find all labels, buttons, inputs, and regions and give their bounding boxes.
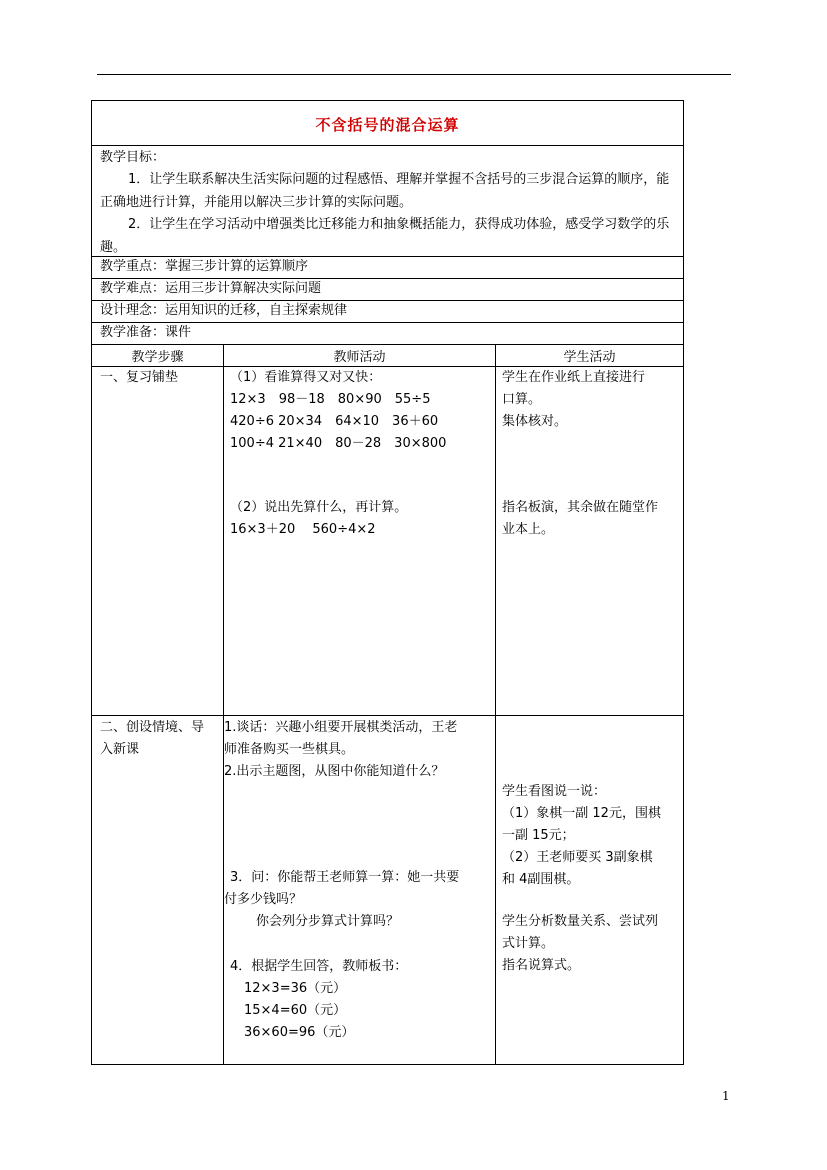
exercise-row: 420÷6 20×34 64×10 36＋60	[230, 414, 439, 429]
page-number: 1	[722, 1089, 730, 1103]
column-header-teacher: 教师活动	[333, 350, 386, 365]
row-divider	[92, 715, 683, 716]
step-intro: 二、创设情境、导	[100, 720, 205, 735]
student-text: 一副 15元；	[502, 828, 575, 843]
objective-1: 1．让学生联系解决生活实际问题的过程感悟、理解并掌握不含括号的三步混合运算的顺序，能正确地进行计算，并能用以解决三步计算的实际问题。	[100, 172, 670, 210]
objectives-heading: 教学目标：	[100, 150, 166, 165]
column-divider	[495, 344, 496, 1065]
step-intro: 入新课	[100, 742, 140, 757]
teacher-q1: （1）看谁算得又对又快：	[230, 370, 382, 385]
key-point: 教学重点：掌握三步计算的运算顺序	[100, 259, 309, 274]
difficulty: 教学难点：运用三步计算解决实际问题	[100, 281, 322, 296]
teacher-text: 1.谈话：兴趣小组要开展棋类活动，王老	[224, 720, 458, 735]
equation: 15×4=60（元）	[244, 1003, 347, 1018]
teacher-text: 付多少钱吗？	[224, 892, 303, 907]
preparation: 教学准备：课件	[100, 325, 192, 340]
student-text: （1）象棋一副 12元，围棋	[502, 806, 661, 821]
exercise-row: 100÷4 21×40 80－28 30×800	[230, 436, 447, 451]
column-divider	[223, 344, 224, 1065]
design-idea: 设计理念：运用知识的迁移，自主探索规律	[100, 303, 348, 318]
row-divider	[92, 145, 683, 146]
equation: 12×3=36（元）	[244, 981, 347, 996]
column-header-steps: 教学步骤	[131, 350, 184, 365]
student-text: 集体核对。	[502, 414, 568, 429]
student-text: 学生分析数量关系、尝试列	[502, 914, 659, 929]
student-text: 业本上。	[502, 522, 555, 537]
objective-2: 2．让学生在学习活动中增强类比迁移能力和抽象概括能力，获得成功体验，感受学习数学的乐趣。	[100, 217, 670, 255]
student-text: 学生在作业纸上直接进行	[502, 370, 646, 385]
student-text: 指名板演，其余做在随堂作	[502, 500, 659, 515]
teacher-text: 师准备购买一些棋具。	[224, 742, 355, 757]
teacher-text: 3．问：你能帮王老师算一算：她一共要	[230, 870, 460, 885]
row-divider	[92, 344, 683, 345]
exercise-row: 16×3＋20 560÷4×2	[230, 522, 376, 537]
teacher-text: 2.出示主题图，从图中你能知道什么？	[224, 764, 445, 779]
exercise-row: 12×3 98－18 80×90 55÷5	[230, 392, 431, 407]
student-text: （2）王老师要买 3副象棋	[502, 850, 653, 865]
column-header-student: 学生活动	[563, 350, 616, 365]
student-text: 学生看图说一说：	[502, 784, 607, 799]
teacher-text: 4．根据学生回答，教师板书：	[230, 959, 408, 974]
teacher-q2: （2）说出先算什么，再计算。	[230, 500, 408, 515]
teacher-text: 你会列分步算式计算吗？	[256, 914, 400, 929]
equation: 36×60=96（元）	[244, 1025, 355, 1040]
student-text: 口算。	[502, 392, 542, 407]
student-text: 指名说算式。	[502, 958, 581, 973]
header-rule	[97, 74, 731, 75]
student-text: 和 4副围棋。	[502, 872, 580, 887]
lesson-title: 不含括号的混合运算	[315, 116, 460, 134]
student-text: 式计算。	[502, 936, 555, 951]
lesson-plan-table	[91, 100, 684, 1065]
step-review: 一、复习铺垫	[100, 370, 179, 385]
